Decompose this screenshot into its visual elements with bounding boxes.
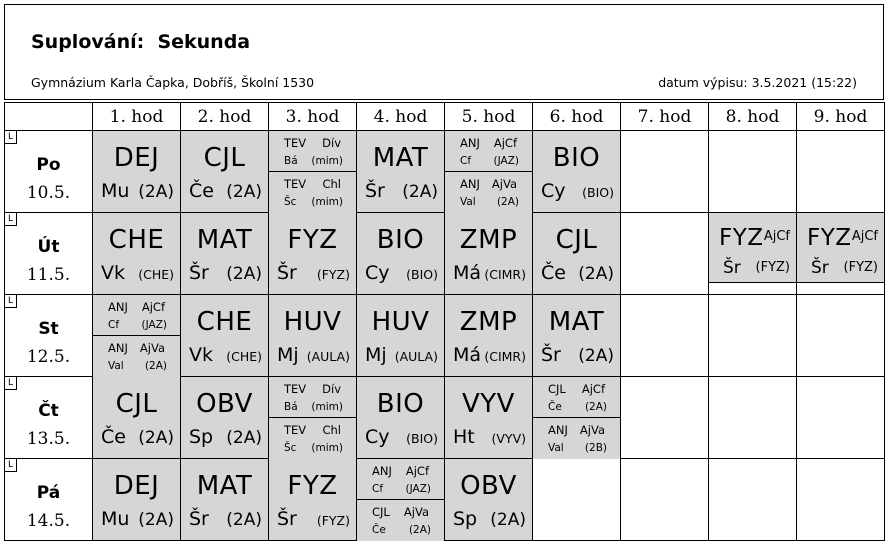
group-lesson-cell [797,213,885,295]
lesson-block [533,213,620,294]
subject-code: TEV [284,423,307,437]
room-code: (FYZ) [316,267,350,282]
group-lesson-bottom [533,418,620,459]
group-code: AjVa [139,341,165,355]
teacher-code: Má [453,262,482,284]
teacher-code: Cf [372,483,384,495]
subject-code: BIO [552,143,601,173]
day-name: Pá [36,483,61,503]
lesson-cell [533,213,621,295]
group-lesson-top [357,459,444,500]
subject-code: CJL [372,505,390,519]
room-code: (mim) [311,442,343,454]
group-lesson-bottom [93,336,180,377]
teacher-code: Val [108,360,124,372]
day-flag: L [5,295,17,308]
lesson-block [533,295,620,376]
day-row [5,377,885,459]
room-code: (JAZ) [493,155,519,167]
subject-code: CJL [548,382,566,396]
subject-code: TEV [284,136,307,150]
group-code: AjCf [405,464,429,478]
subject-code: FYZ [807,225,852,251]
room-code: (BIO) [406,431,438,446]
room-code: (AULA) [394,349,438,364]
subject-code: ANJ [108,341,128,355]
lesson-block [533,131,620,212]
lesson-cell [533,131,621,213]
teacher-code: Mj [277,344,299,366]
group-code: AjCf [141,300,165,314]
lesson-cell [93,459,181,541]
subject-code: DEJ [113,143,160,173]
room-code: (2B) [584,442,607,454]
room-code: (2A) [578,264,614,284]
group-lesson-top [445,131,532,172]
split-lesson-cell [445,131,533,213]
lesson-cell [93,131,181,213]
subject-code: HUV [371,307,430,337]
teacher-code: Mu [101,180,130,202]
lesson-block [357,213,444,294]
school-name: Gymnázium Karla Čapka, Dobříš, Školní 1530 [31,75,315,90]
lesson-cell [269,295,357,377]
room-code: (FYZ) [843,260,878,275]
lesson-block [93,131,180,212]
subject-code: CJL [555,225,598,255]
group-lesson-bottom [445,172,532,213]
period-header: 4. hod [357,103,445,131]
teacher-code: Mu [101,508,130,530]
lesson-block [357,377,444,458]
lesson-cell [445,459,533,541]
room-code: (CIMR) [484,349,526,364]
subject-code: TEV [284,177,307,191]
day-name: St [38,319,59,339]
subject-code: TEV [284,382,307,396]
subject-code: OBV [196,389,253,419]
teacher-code: Šc [284,196,297,208]
lesson-cell [181,213,269,295]
teacher-code: Mj [365,344,387,366]
subject-code: HUV [283,307,342,337]
group-code: AjCf [581,382,605,396]
teacher-code: Sp [453,508,478,530]
empty-cell [797,377,885,459]
period-header: 5. hod [445,103,533,131]
period-header: 8. hod [709,103,797,131]
split-lesson-cell [93,295,181,377]
day-flag: L [5,459,17,472]
teacher-code: Če [101,426,126,448]
teacher-code: Če [548,401,562,413]
room-code: (2A) [138,182,174,202]
room-code: (2A) [138,510,174,530]
day-flag: L [5,377,17,390]
empty-cell [709,377,797,459]
subject-code: BIO [376,389,425,419]
empty-cell [709,131,797,213]
group-code: Chl [322,177,341,191]
subject-code: MAT [196,225,253,255]
room-code: (JAZ) [141,319,167,331]
split-lesson-cell [533,377,621,459]
group-code: AjVa [491,177,517,191]
subject-code: ANJ [548,423,568,437]
subject-code: CHE [108,225,165,255]
group-lesson-top [269,131,356,172]
period-header: 2. hod [181,103,269,131]
lesson-cell [445,377,533,459]
day-date: 13.5. [26,429,71,449]
empty-cell [621,131,709,213]
group-code: Dív [322,382,341,396]
lesson-cell [181,377,269,459]
teacher-code: Vk [189,344,214,366]
day-row [5,295,885,377]
lesson-block [93,459,180,540]
day-flag: L [5,213,17,226]
room-code: (CIMR) [484,267,526,282]
room-code: (FYZ) [755,260,790,275]
lesson-cell [357,295,445,377]
lesson-block [357,131,444,212]
period-header: 3. hod [269,103,357,131]
lesson-block [269,459,356,540]
day-flag: L [5,131,17,144]
lesson-cell [533,295,621,377]
teacher-code: Val [460,196,476,208]
empty-cell [533,459,621,541]
day-row [5,459,885,541]
day-date: 10.5. [26,183,71,203]
day-row [5,131,885,213]
room-code: (2A) [408,524,431,536]
lesson-block [181,459,268,540]
lesson-cell [181,131,269,213]
empty-cell [621,213,709,295]
empty-cell [709,295,797,377]
teacher-code: Ht [453,426,475,448]
lesson-cell [269,213,357,295]
report-date: datum výpisu: 3.5.2021 (15:22) [658,75,857,90]
period-header: 1. hod [93,103,181,131]
room-code: (mim) [311,155,343,167]
subject-code: MAT [196,471,253,501]
room-code: (CHE) [226,349,262,364]
day-name: Čt [38,401,59,421]
teacher-code: Bá [284,155,298,167]
period-header: 6. hod [533,103,621,131]
subject-code: ANJ [372,464,392,478]
lesson-cell [181,295,269,377]
lesson-cell [93,377,181,459]
lesson-cell [445,295,533,377]
room-code: (2A) [490,510,526,530]
teacher-code: Šr [365,180,385,202]
lesson-cell [357,377,445,459]
subject-code: ZMP [459,307,518,337]
subject-code: CJL [203,143,246,173]
period-header-row [5,103,885,131]
teacher-code: Cf [460,155,472,167]
empty-cell [797,459,885,541]
room-code: (JAZ) [405,483,431,495]
teacher-code: Bá [284,401,298,413]
group-lesson-bottom [357,500,444,541]
corner-cell [5,103,93,131]
lesson-cell [357,131,445,213]
lesson-block [709,213,796,283]
teacher-code: Če [189,180,214,202]
teacher-code: Šr [541,344,561,366]
group-lesson-top [269,377,356,418]
day-name: Út [37,237,60,257]
subject-code: CJL [115,389,158,419]
subject-code: BIO [376,225,425,255]
group-code: Dív [322,136,341,150]
empty-cell [621,377,709,459]
subject-code: VYV [462,389,515,419]
teacher-code: Šr [189,262,209,284]
subject-code: DEJ [113,471,160,501]
group-code: AjVa [403,505,429,519]
teacher-code: Šr [277,508,297,530]
lesson-block [445,213,532,294]
day-date: 11.5. [26,265,71,285]
lesson-block [93,377,180,458]
lesson-block [181,213,268,294]
teacher-code: Cy [365,426,390,448]
teacher-code: Cf [108,319,120,331]
subject-code: ANJ [108,300,128,314]
report-header [4,4,884,100]
lesson-cell [357,213,445,295]
room-code: (CHE) [138,267,174,282]
group-code: AjCf [763,229,790,244]
lesson-cell [181,459,269,541]
teacher-code: Vk [101,262,126,284]
teacher-code: Če [541,262,566,284]
group-code: Chl [322,423,341,437]
group-lesson-bottom [269,172,356,213]
day-cell [5,459,93,541]
teacher-code: Val [548,442,564,454]
subject-code: ZMP [459,225,518,255]
group-code: AjCf [851,229,878,244]
day-row [5,213,885,295]
lesson-block [181,377,268,458]
room-code: (2A) [138,428,174,448]
lesson-block [797,213,884,283]
lesson-cell [445,213,533,295]
day-date: 12.5. [26,347,71,367]
lesson-block [181,131,268,212]
room-code: (2A) [226,510,262,530]
room-code: (FYZ) [316,513,350,528]
room-code: (2A) [226,264,262,284]
teacher-code: Šr [811,258,829,278]
group-code: AjVa [579,423,605,437]
split-lesson-cell [269,131,357,213]
room-code: (2A) [402,182,438,202]
split-lesson-cell [269,377,357,459]
day-cell [5,213,93,295]
day-name: Po [36,155,61,175]
lesson-block [357,295,444,376]
room-code: (BIO) [582,185,614,200]
subject-code: ANJ [460,177,480,191]
subject-code: FYZ [287,471,338,501]
lesson-block [445,377,532,458]
group-lesson-cell [709,213,797,295]
teacher-code: Šc [284,442,297,454]
period-header: 9. hod [797,103,885,131]
split-lesson-cell [357,459,445,541]
subject-code: OBV [460,471,517,501]
empty-cell [797,131,885,213]
subject-code: FYZ [719,225,764,251]
period-header: 7. hod [621,103,709,131]
lesson-cell [93,213,181,295]
lesson-block [445,459,532,540]
room-code: (mim) [311,401,343,413]
subject-code: ANJ [460,136,480,150]
schedule-table [4,102,885,541]
room-code: (2A) [226,428,262,448]
day-cell [5,295,93,377]
group-lesson-top [533,377,620,418]
empty-cell [709,459,797,541]
lesson-block [445,295,532,376]
room-code: (VYV) [491,431,526,446]
room-code: (2A) [584,401,607,413]
lesson-block [93,213,180,294]
day-cell [5,131,93,213]
subject-code: FYZ [287,225,338,255]
teacher-code: Cy [541,180,566,202]
teacher-code: Šr [277,262,297,284]
teacher-code: Cy [365,262,390,284]
room-code: (2A) [226,182,262,202]
teacher-code: Šr [723,258,741,278]
empty-cell [621,459,709,541]
group-code: AjCf [493,136,517,150]
room-code: (mim) [311,196,343,208]
subject-code: MAT [548,307,605,337]
lesson-block [269,213,356,294]
teacher-code: Če [372,524,386,536]
room-code: (2A) [578,346,614,366]
subject-code: MAT [372,143,429,173]
group-lesson-bottom [269,418,356,459]
teacher-code: Šr [189,508,209,530]
group-lesson-top [93,295,180,336]
day-cell [5,377,93,459]
teacher-code: Sp [189,426,214,448]
empty-cell [621,295,709,377]
day-date: 14.5. [26,511,71,531]
subject-code: CHE [196,307,253,337]
room-code: (BIO) [406,267,438,282]
lesson-block [269,295,356,376]
lesson-block [181,295,268,376]
empty-cell [797,295,885,377]
teacher-code: Má [453,344,482,366]
room-code: (AULA) [306,349,350,364]
page-title: Suplování: Sekunda [31,31,251,53]
lesson-cell [269,459,357,541]
room-code: (2A) [496,196,519,208]
room-code: (2A) [144,360,167,372]
